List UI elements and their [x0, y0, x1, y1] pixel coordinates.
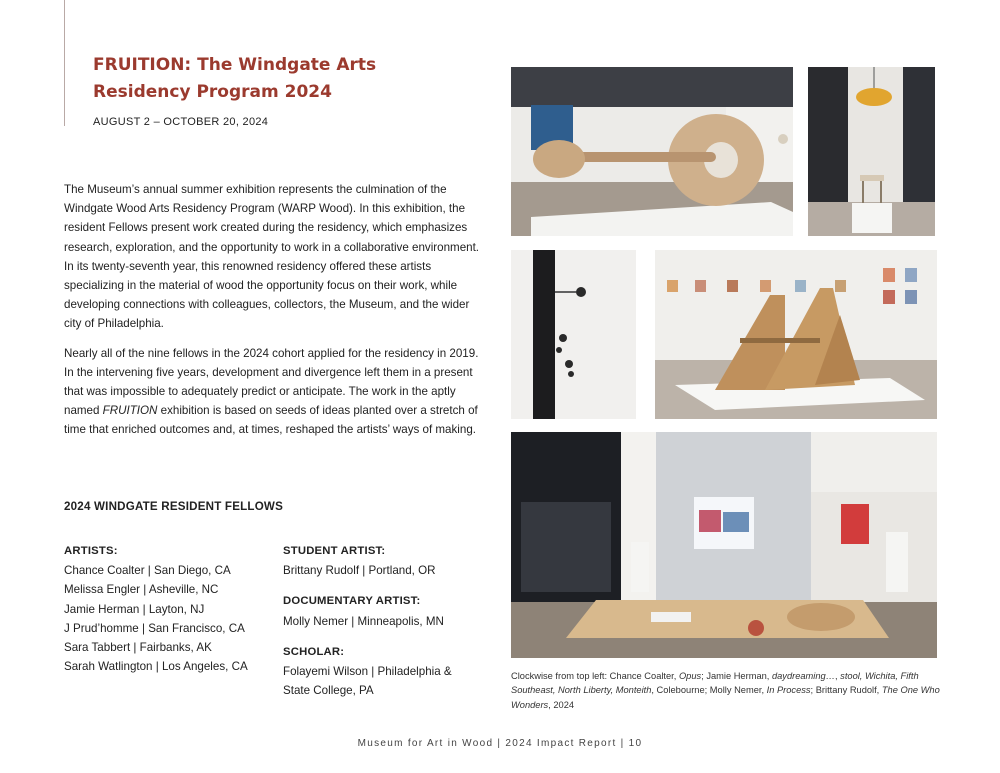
- paragraph-1: The Museum’s annual summer exhibition represents the culmination of the Windgate Wood Arts Residency Program (WARP Wood). In this exhibition, the resident Fellows present work created during the residency, which emphasizes research, exploration, and the opportunity to work in a collaborative environment. In its twenty-seventh year, this renowned residency offered these artists specializing in the material of wood the opportunity focus on their work, while developing connections with colleagues, collectors, the Museum, and the wider city of Philadelphia.: [64, 183, 480, 331]
- artists-column: [64, 542, 279, 676]
- photo-opus-sculpture: [511, 67, 793, 236]
- scholar-label: SCHOLAR:: [283, 645, 345, 658]
- caption-text-1: Clockwise from top left: Chance Coalter,: [511, 671, 679, 681]
- artist-name: Sarah Watlington | Los Angeles, CA: [64, 660, 248, 674]
- paragraph-2: [64, 344, 484, 440]
- caption-text-5: ; Brittany Rudolf,: [810, 685, 882, 696]
- caption-title-in-process: In Process: [766, 685, 811, 696]
- exhibition-dates: AUGUST 2 – OCTOBER 20, 2024: [93, 116, 269, 128]
- photo-stool-lamp: [808, 67, 935, 236]
- caption-text-3: ,: [835, 671, 841, 681]
- caption-title-stools: stool, Wichita, Fifth Southeast, North Liberty, Monteith: [511, 671, 919, 696]
- scholar-name-line-2: State College, PA: [283, 684, 374, 698]
- artists-label: ARTISTS:: [64, 545, 118, 557]
- artist-name: Jamie Herman | Layton, NJ: [64, 602, 205, 616]
- photo-gallery-projection: [511, 432, 937, 658]
- margin-rule: [64, 0, 65, 126]
- photo-arches-sculpture: [655, 250, 937, 419]
- caption-text-2: ; Jamie Herman,: [701, 671, 772, 681]
- page-footer: Museum for Art in Wood | 2024 Impact Report | 10: [357, 738, 643, 749]
- caption-text-4: , Colebourne; Molly Nemer,: [651, 685, 767, 696]
- caption-title-daydreaming: daydreaming…: [771, 671, 835, 681]
- body-text: [64, 180, 484, 440]
- artist-name: Chance Coalter | San Diego, CA: [64, 564, 231, 578]
- artist-name: J Prud’homme | San Francisco, CA: [64, 621, 245, 635]
- paragraph-2-exhibition-name: FRUITION: [102, 404, 158, 418]
- other-fellows-column: [283, 542, 483, 700]
- fellows-heading: 2024 WINDGATE RESIDENT FELLOWS: [64, 500, 284, 513]
- caption-text-6: , 2024: [548, 699, 575, 710]
- title-line-1: FRUITION: The Windgate Arts: [93, 55, 377, 75]
- artist-name: Sara Tabbert | Fairbanks, AK: [64, 641, 212, 655]
- student-artist-label: STUDENT ARTIST:: [283, 545, 386, 557]
- scholar-group: [283, 643, 483, 701]
- caption-title-one-who-wonders: The One Who Wonders: [511, 685, 940, 710]
- caption-title-opus: Opus: [678, 671, 702, 681]
- documentary-artist-name: Molly Nemer | Minneapolis, MN: [283, 614, 444, 628]
- paragraph-2-part-b: exhibition is based on seeds of ideas planted over a stretch of time that enriched outcomes and, at times, reshaped the artists’ ways of making.: [64, 404, 478, 437]
- paragraph-2-part-a: Nearly all of the nine fellows in the 2024 cohort applied for the residency in 2019. In the intervening five years, development and divergence left them in a present that was impossible to adequately predict or anticipate. The work in the aptly named: [64, 346, 479, 418]
- photo-wall-piece: [511, 250, 636, 419]
- artist-name: Melissa Engler | Asheville, NC: [64, 583, 219, 597]
- student-artist-group: [283, 542, 483, 580]
- student-artist-name: Brittany Rudolf | Portland, OR: [283, 564, 436, 578]
- documentary-artist-group: [283, 592, 483, 630]
- photo-caption: [511, 669, 941, 712]
- title-line-2: Residency Program 2024: [93, 82, 332, 102]
- scholar-name-line-1: Folayemi Wilson | Philadelphia &: [283, 665, 452, 679]
- documentary-artist-label: DOCUMENTARY ARTIST:: [283, 595, 421, 608]
- page-title: [93, 52, 393, 106]
